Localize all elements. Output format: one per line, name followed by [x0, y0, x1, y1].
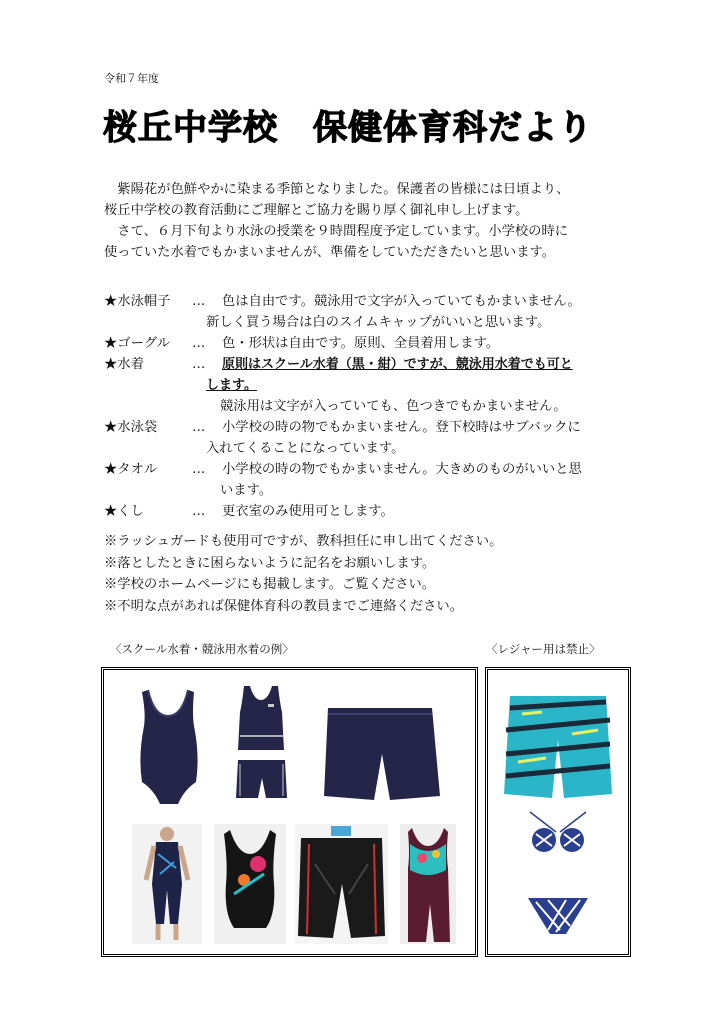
separate-swim-top-image	[234, 684, 289, 754]
note-item: ※学校のホームページにも掲載します。ご覧ください。	[104, 577, 436, 592]
item-goggles	[104, 333, 634, 354]
competitive-floral-swimsuit-image	[214, 824, 286, 944]
item-text: 色は自由です。競泳用で文字が入っていてもかまいません。	[222, 294, 581, 309]
competitive-kneeskin-image	[132, 824, 202, 944]
item-dots: …	[192, 420, 206, 435]
swim-class-line: 使っていた水着でもかまいませんが、準備をしていただきたいと思います。	[104, 245, 556, 260]
item-swimsuit-cont2	[104, 396, 634, 417]
item-swim-bag	[104, 417, 634, 438]
item-towel-cont	[104, 480, 634, 501]
item-text-emphasis: 原則はスクール水着（黒・紺）ですが、競泳用水着でも可と	[222, 357, 573, 372]
caption-banned-swimwear: 〈レジャー用は禁止〉	[486, 642, 601, 656]
item-towel	[104, 459, 634, 480]
item-swim-cap-cont	[104, 312, 634, 333]
item-text: 競泳用は文字が入っていても、色つきでもかまいません。	[220, 399, 567, 414]
item-label: ★水泳袋	[104, 420, 158, 435]
school-swimsuit-onepiece-image	[134, 686, 204, 806]
item-dots: …	[192, 462, 206, 477]
item-text: 色・形状は自由です。原則、全員着用します。	[222, 336, 500, 351]
bikini-bottom-image	[526, 894, 590, 938]
item-text-emphasis: します。	[206, 378, 257, 393]
item-list	[104, 291, 634, 522]
item-dots: …	[192, 504, 206, 519]
item-text: 小学校の時の物でもかまいません。大きめのものがいいと思	[222, 462, 582, 477]
item-label: ★水着	[104, 357, 144, 372]
item-dots: …	[192, 357, 206, 372]
item-label: ★ゴーグル	[104, 336, 171, 351]
greeting-paragraph	[104, 179, 624, 221]
newsletter-title: 桜丘中学校 保健体育科だより	[103, 108, 593, 148]
item-swim-cap	[104, 291, 634, 312]
banned-swimwear-photo-box	[485, 667, 631, 957]
note-item: ※不明な点があれば保健体育科の教員までご連絡ください。	[104, 598, 464, 614]
item-dots: …	[192, 294, 206, 309]
boys-swim-trunks-image	[322, 704, 442, 802]
note-item: ※ラッシュガードも使用可ですが、教科担任に申し出てください。	[104, 534, 503, 549]
competitive-patterned-swimsuit-image	[400, 824, 456, 944]
item-text: 更衣室のみ使用可とします。	[222, 504, 394, 519]
item-swimsuit	[104, 354, 634, 375]
item-label: ★くし	[104, 504, 144, 519]
item-dots: …	[192, 336, 206, 351]
fiscal-year: 令和７年度	[104, 72, 159, 85]
item-swim-bag-cont	[104, 438, 634, 459]
bikini-top-image	[528, 810, 588, 855]
swim-class-line: さて、６月下旬より水泳の授業を９時間程度予定しています。小学校の時に	[104, 224, 569, 239]
board-shorts-image	[502, 690, 614, 802]
allowed-swimwear-photo-box	[101, 667, 478, 957]
item-swimsuit-cont	[104, 375, 634, 396]
item-text: 入れてくることになっています。	[206, 441, 405, 456]
note-item: ※落としたときに困らないように記名をお願いします。	[104, 555, 436, 571]
item-comb	[104, 501, 634, 522]
item-text: 小学校の時の物でもかまいません。登下校時はサブバックに	[222, 420, 581, 435]
item-text: 新しく買う場合は白のスイムキャップがいいと思います。	[206, 315, 551, 330]
greeting-line: 桜丘中学校の教育活動にご理解とご協力を賜り厚く御礼申し上げます。	[104, 203, 529, 218]
notes-list	[104, 531, 502, 617]
item-label: ★タオル	[104, 462, 158, 477]
swim-class-paragraph	[104, 221, 624, 263]
item-label: ★水泳帽子	[104, 294, 171, 309]
separate-swim-shorts-image	[234, 758, 289, 800]
item-text: います。	[220, 483, 273, 498]
greeting-line: 紫陽花が色鮮やかに染まる季節となりました。保護者の皆様には日頃より、	[104, 182, 570, 197]
competitive-jammer-image	[295, 824, 388, 944]
caption-allowed-swimwear: 〈スクール水着・競泳用水着の例〉	[110, 642, 294, 656]
